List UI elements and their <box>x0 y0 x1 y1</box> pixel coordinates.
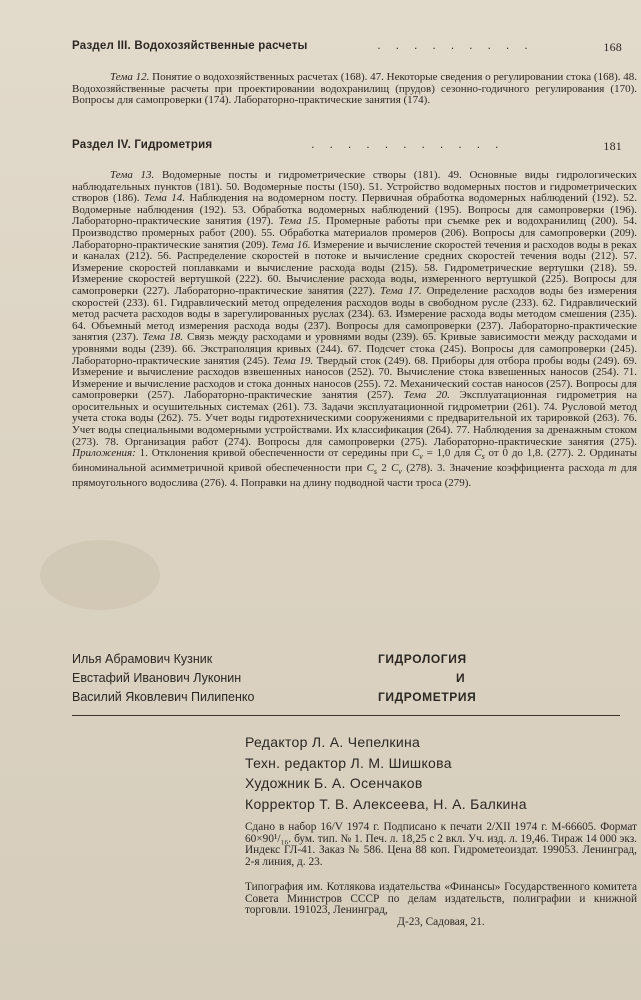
section3-paragraph <box>72 72 637 107</box>
italic-text-run: Тема 20. <box>403 389 450 402</box>
text-run: Водомерные посты и гидрометрические створы (181). 49. Основные виды гидрологических наблюдательных пунктов (181). 50. Водомерные посты (150). 51. Устройство водомерных постов и гидрометрических створов (186). <box>72 169 637 205</box>
text-run: Измерение и вычисление скоростей течения и расходов воды в реках и каналах (212). 56. Распределение скоростей в потоке и вычисление средних скоростей течения воды (212). 57. Измерение скоростей поплавками и вычисление расхода воды (215). 58. Гидрометрические вертушки (218). 59. Измерение скоростей вертушкой (222). 60. Вычисление расхода воды, измеренного вертушкой (225). Вопросы для самопроверки (227). Лабораторно-практические занятия (227). <box>72 238 637 297</box>
section3-leader-dots: . . . . . . . . . <box>377 40 534 52</box>
credit-line: Корректор Т. В. Алексеева, Н. А. Балкина <box>245 795 527 812</box>
book-title-line: ГИДРОЛОГИЯ <box>378 652 467 666</box>
credit-line: Техн. редактор Л. М. Шишкова <box>245 754 452 771</box>
text-run: Твердый сток (249). 68. Приборы для отбора пробы воды (249). 69. Измерение и вычисление расходов взвешенных наносов (252). 70. Вычисление стока взвешенных наносов (254). 71. Измерение и вычисление расходов и стока донных наносов (255). 72. Механический состав наносов (257). Вопросы для самопроверки (257). Лабораторно-практические занятия (257). <box>72 354 637 402</box>
italic-text-run: Приложения: <box>72 447 136 460</box>
text-run: Наблюдения на водомерном посту. Первичная обработка водомерных наблюдений (192). 52. Водомерные наблюдения (192). 53. Обработка водомерных наблюдений (195). Вопросы для самопроверки (196). Лабораторно-практические занятия (197). <box>72 192 638 228</box>
section3-heading <box>72 40 622 55</box>
author-name: Илья Абрамович Кузник <box>72 652 213 666</box>
text-run: Промерные работы при съемке рек и водохранилищ (200). 54. Производство промерных работ (200). 55. Обработка материалов промеров (206). Вопросы для самопроверки (209). Лабораторно-практические занятия (209). <box>72 215 637 251</box>
italic-text-run: C <box>411 447 420 460</box>
italic-text-run: Тема 16. <box>271 238 311 251</box>
text-run: Определение расходов воды без измерения скоростей (233). 61. Гидравлический метод определения расходов воды в свободном русле (233). 62. Гидравлический метод расчета расходов воды в зарегулированных руслах (234). 63. Измерение расхода воды методом смешения (235). 64. Объемный метод измерения расхода воды (237). Вопросы для самопроверки (237). Лабораторно-практические занятия (237). <box>72 284 637 344</box>
credits-block <box>245 732 527 814</box>
credit-line: Редактор Л. А. Чепелкина <box>245 734 421 750</box>
credit-line: Художник Б. А. Осенчаков <box>245 775 423 791</box>
italic-text-run: C <box>366 462 374 475</box>
divider-rule <box>72 715 620 716</box>
section4-leader-dots: . . . . . . . . . . . <box>311 139 505 151</box>
text-run: для прямоугольного водослива (276). 4. Поправки на длину подводной части троса (279). <box>72 462 637 489</box>
book-title <box>378 650 476 707</box>
text-run: Связь между расходами и уровнями воды (239). 65. Кривые зависимости между расходами и уровнями воды (239). 66. Экстраполяция кривых (244). 67. Подсчет стока (245). Вопросы для самопроверки (245). Лабораторно-практические занятия (245). <box>72 331 637 367</box>
text-run: Понятие о водохозяйственных расчетах (168). 47. Некоторые сведения о регулировании стока (168). 48. Водохозяйственные расчеты при проектировании водохранилищ (прудов) сезонно-годичного регулирования (170). Вопросы для самопроверки (174). Лабораторно-практические занятия (174). <box>72 71 637 107</box>
author-name: Евстафий Иванович Луконин <box>72 671 242 685</box>
book-title-line: И <box>456 671 466 685</box>
text-run: 2 <box>377 462 392 475</box>
section3-page-number: 168 <box>603 40 622 54</box>
italic-text-run: m <box>608 462 617 475</box>
text-run: Эксплуатационная гидрометрия на оросительных и осушительных системах (261). 73. Задачи эксплуатационной гидрометрии (261). 74. Русловой метод учета стока воды (262). 75. Учет воды гидротехническими сооружениями с предварительной их тарировкой (263). 76. Учет воды специальными водомерными устройствами. Их классификация (264). 77. Наблюдения за дренажным стоком (273). 78. Организация работ (274). Вопросы для самопроверки (275). Лабораторно-практические занятия (275). <box>72 389 637 448</box>
section4-page-number: 181 <box>603 139 622 153</box>
italic-text-run: Тема 17. <box>380 284 422 297</box>
text-run: (278). 3. Значение коэффициента расхода <box>401 462 609 475</box>
text-run: 1. Отклонения кривой обеспеченности от середины при <box>135 447 412 460</box>
section4-heading <box>72 139 622 154</box>
book-title-line: ГИДРОМЕТРИЯ <box>378 690 477 704</box>
printer-text: Типография им. Котлякова издательства «Финансы» Государственного комитета Совета Министров СССР по делам издательств, полиграфии и книжной торговли. 191023, Ленинград, <box>245 881 637 917</box>
italic-text-run: Тема 13. <box>110 169 155 181</box>
italic-text-run: v <box>419 452 423 462</box>
italic-text-run: Тема 14. <box>143 192 186 205</box>
italic-text-run: s <box>481 452 485 462</box>
author-name: Василий Яковлевич Пилипенко <box>72 690 255 704</box>
imprint-block: Сдано в набор 16/V 1974 г. Подписано к печати 2/XII 1974 г. М-66605. Формат 60×90¹/₁₆. бум. тип. № 1. Печ. л. 18,25 с 2 вкл. Уч. изд. л. 19,46. Тираж 14 000 экз. Индекс ГЛ-41. Заказ № 586. Цена 88 коп. Гидрометеоиздат. 199053. Ленинград, 2-я линия, д. 23. <box>245 821 637 869</box>
italic-text-run: Тема 15. <box>278 215 321 228</box>
italic-text-run: C <box>474 447 482 460</box>
printer-block <box>245 882 637 929</box>
italic-text-run: s <box>373 467 378 477</box>
italic-text-run: C <box>391 462 399 475</box>
paper-stain <box>40 540 160 610</box>
authors-block <box>72 650 254 707</box>
text-run: = 1,0 для <box>422 447 475 460</box>
italic-text-run: Тема 12. <box>110 71 150 83</box>
italic-text-run: v <box>398 467 402 477</box>
italic-text-run: Тема 18. <box>142 331 184 344</box>
section3-title: Раздел III. Водохозяйственные расчеты <box>72 40 308 52</box>
printer-address-line: Д-23, Садовая, 21. <box>397 916 485 929</box>
section4-paragraph <box>72 170 637 489</box>
section4-title: Раздел IV. Гидрометрия <box>72 139 213 151</box>
italic-text-run: Тема 19. <box>273 354 314 367</box>
text-run: от 0 до 1,8. (277). 2. Ординаты биноминальной асимметричной кривой обеспеченности при <box>72 447 637 475</box>
